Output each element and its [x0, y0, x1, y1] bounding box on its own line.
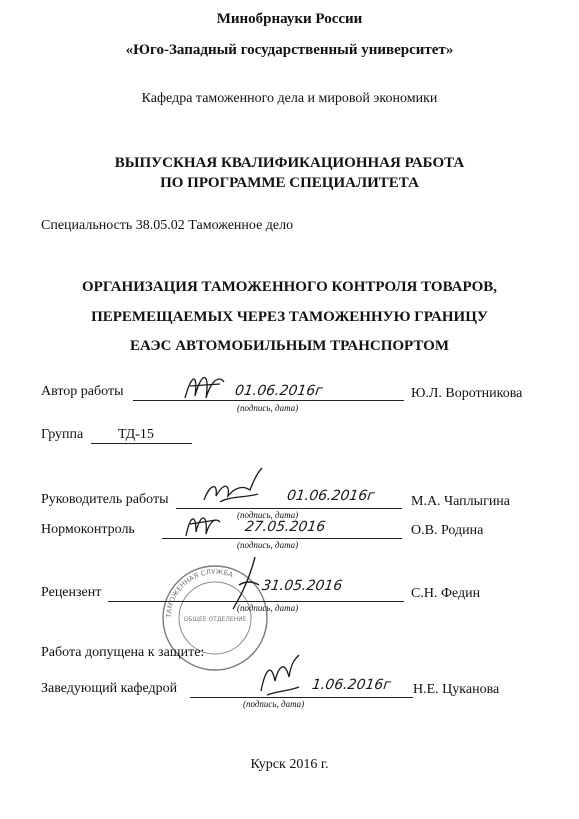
normcontrol-name: О.В. Родина: [411, 523, 484, 538]
normcontrol-signature: [182, 506, 222, 542]
normcontrol-caption: (подпись, дата): [237, 540, 299, 550]
work-type-line-2: ПО ПРОГРАММЕ СПЕЦИАЛИТЕТА: [160, 175, 419, 191]
group-value: ТД-15: [118, 427, 154, 442]
specialty: Специальность 38.05.02 Таможенное дело: [41, 218, 294, 233]
reviewer-label: Рецензент: [41, 585, 102, 600]
supervisor-date: 01.06.2016г: [285, 488, 376, 504]
admitted-label: Работа допущена к защите:: [41, 645, 205, 660]
stamp-center-text: ОБЩЕЕ ОТДЕЛЕНИЕ: [183, 616, 247, 623]
supervisor-name: М.А. Чаплыгина: [411, 494, 511, 509]
author-caption: (подпись, дата): [237, 403, 299, 413]
author-date: 01.06.2016г: [233, 383, 324, 399]
supervisor-caption: (подпись, дата): [237, 510, 299, 520]
topic-line-1: ОРГАНИЗАЦИЯ ТАМОЖЕННОГО КОНТРОЛЯ ТОВАРОВ,: [81, 279, 497, 295]
ministry-name: Минобрнауки России: [216, 11, 363, 27]
topic-line-2: ПЕРЕМЕЩАЕМЫХ ЧЕРЕЗ ТАМОЖЕННУЮ ГРАНИЦУ: [91, 309, 488, 325]
author-signature-line: [133, 400, 404, 401]
work-type-line-1: ВЫПУСКНАЯ КВАЛИФИКАЦИОННАЯ РАБОТА: [114, 155, 465, 171]
normcontrol-label: Нормоконтроль: [41, 522, 135, 537]
department-name: Кафедра таможенного дела и мировой экономики: [141, 91, 438, 106]
supervisor-signature: [200, 466, 270, 508]
head-date: 1.06.2016г: [310, 677, 392, 693]
university-name: «Юго-Западный государственный университет»: [125, 42, 454, 58]
head-label: Заведующий кафедрой: [41, 681, 178, 696]
svg-text:ТАМОЖЕННАЯ СЛУЖБА: [165, 568, 235, 619]
head-name: Н.Е. Цуканова: [413, 682, 500, 697]
supervisor-label: Руководитель работы: [41, 492, 169, 507]
group-label: Группа: [41, 427, 84, 442]
author-signature: [180, 368, 230, 408]
group-line: [91, 443, 192, 444]
head-caption: (подпись, дата): [243, 699, 305, 709]
city-year: Курск 2016 г.: [250, 757, 329, 772]
reviewer-caption: (подпись, дата): [237, 603, 299, 613]
normcontrol-date: 27.05.2016: [243, 519, 327, 535]
reviewer-name: С.Н. Федин: [411, 586, 481, 601]
topic-line-3: ЕАЭС АВТОМОБИЛЬНЫМ ТРАНСПОРТОМ: [129, 338, 450, 354]
author-label: Автор работы: [41, 384, 124, 399]
head-signature: [255, 651, 305, 701]
reviewer-date: 31.05.2016: [260, 578, 344, 594]
stamp-ring-text: ТАМОЖЕННАЯ СЛУЖБА: [164, 567, 235, 619]
author-name: Ю.Л. Воротникова: [411, 386, 523, 401]
